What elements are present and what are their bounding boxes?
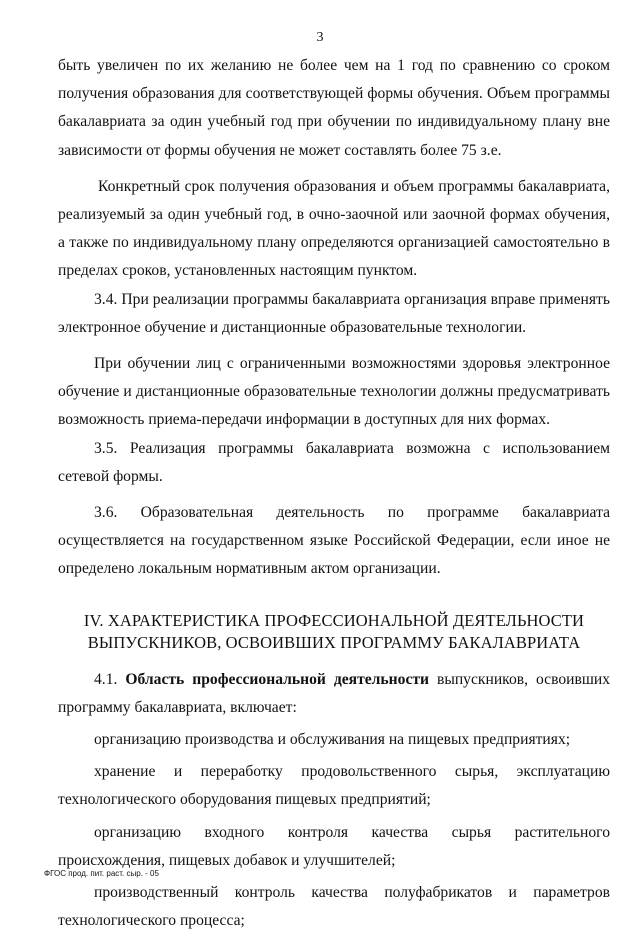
paragraph-3-6: 3.6. Образовательная деятельность по программе бакалавриата осуществляется на государственном языке Российской Федерации, если иное не определено локальным нормативным актом организации. <box>58 504 610 578</box>
paragraph-3-5: 3.5. Реализация программы бакалавриата возможна с использованием сетевой формы. <box>58 439 610 485</box>
section-heading-line-2: ВЫПУСКНИКОВ, ОСВОИВШИХ ПРОГРАММУ БАКАЛАВРИАТА <box>87 632 581 652</box>
clause-text: выпускников, освоивших программу бакалавриата, включает: <box>58 670 610 716</box>
paragraph-term-volume: Конкретный срок получения образования и объем программы бакалавриата, реализуемый за один учебный год, в очно-заочной или заочной формах обучения, а также по индивидуальному плану определяются организацией самостоятельно в пределах сроков, установленных настоящим пунктом. <box>58 177 610 280</box>
section-heading <box>58 610 610 654</box>
list-item: производственный контроль качества полуфабрикатов и параметров технологического процесса; <box>58 884 610 930</box>
list-item: организацию входного контроля качества сырья растительного происхождения, пищевых добавок и улучшителей; <box>58 823 610 869</box>
page-number: 3 <box>316 30 324 45</box>
document-body <box>58 52 610 935</box>
bold-term: Область профессиональной деятельности <box>125 670 430 688</box>
section-heading-line-1: IV. ХАРАКТЕРИСТИКА ПРОФЕССИОНАЛЬНОЙ ДЕЯТЕЛЬНОСТИ <box>83 610 585 630</box>
clause-number: 4.1. <box>94 670 118 688</box>
paragraph-4-1 <box>58 666 610 722</box>
footer-code: ФГОС прод. пит. раст. сыр. - 05 <box>44 869 159 878</box>
paragraph-disabilities: При обучении лиц с ограниченными возможностями здоровья электронное обучение и дистанционные образовательные технологии должны предусматривать возможность приема-передачи информации в доступных для них формах. <box>58 355 610 429</box>
paragraph-continuation: быть увеличен по их желанию не более чем на 1 год по сравнению со сроком получения образования для соответствующей формы обучения. Объем программы бакалавриата за один учебный год при обучении по индивидуальному плану вне зависимости от формы обучения не может составлять более 75 з.е. <box>58 57 610 159</box>
list-item: организацию производства и обслуживания на пищевых предприятиях; <box>94 731 571 749</box>
list-item: хранение и переработку продовольственного сырья, эксплуатацию технологического оборудования пищевых предприятий; <box>58 763 610 809</box>
paragraph-3-4: 3.4. При реализации программы бакалавриата организация вправе применять электронное обучение и дистанционные образовательные технологии. <box>58 290 610 336</box>
